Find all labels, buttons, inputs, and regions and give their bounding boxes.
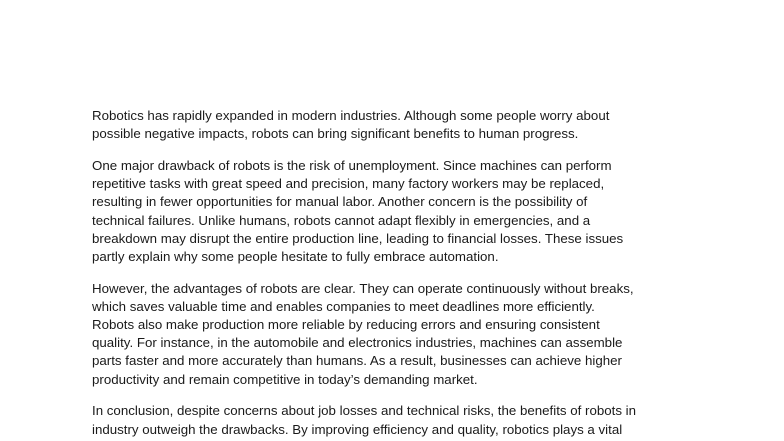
paragraph-advantages: However, the advantages of robots are clear. They can operate continuously without breaks, which saves valuable time and enables companies to meet deadlines more efficiently. Robots also make production more reliable by reducing errors and ensuring consistent quality. For instance, in the automobile and electronics industries, machines can assemble parts faster and more accurately than humans. As a result, businesses can achieve higher productivity and remain competitive in today’s demanding market. xyxy=(92,280,634,387)
document-body xyxy=(92,107,682,441)
paragraph-introduction: Robotics has rapidly expanded in modern industries. Although some people worry about possible negative impacts, robots can bring significant benefits to human progress. xyxy=(92,108,610,142)
paragraph-conclusion: In conclusion, despite concerns about job losses and technical risks, the benefits of robots in industry outweigh the drawbacks. By improving efficiency and quality, robotics plays a vital xyxy=(92,403,637,437)
paragraph-drawbacks: One major drawback of robots is the risk of unemployment. Since machines can perform repetitive tasks with great speed and precision, many factory workers may be replaced, resulting in fewer opportunities for manual labor. Another concern is the possibility of technical failures. Unlike humans, robots cannot adapt flexibly in emergencies, and a breakdown may disrupt the entire production line, leading to financial losses. These issues partly explain why some people hesitate to fully embrace automation. xyxy=(92,157,624,264)
